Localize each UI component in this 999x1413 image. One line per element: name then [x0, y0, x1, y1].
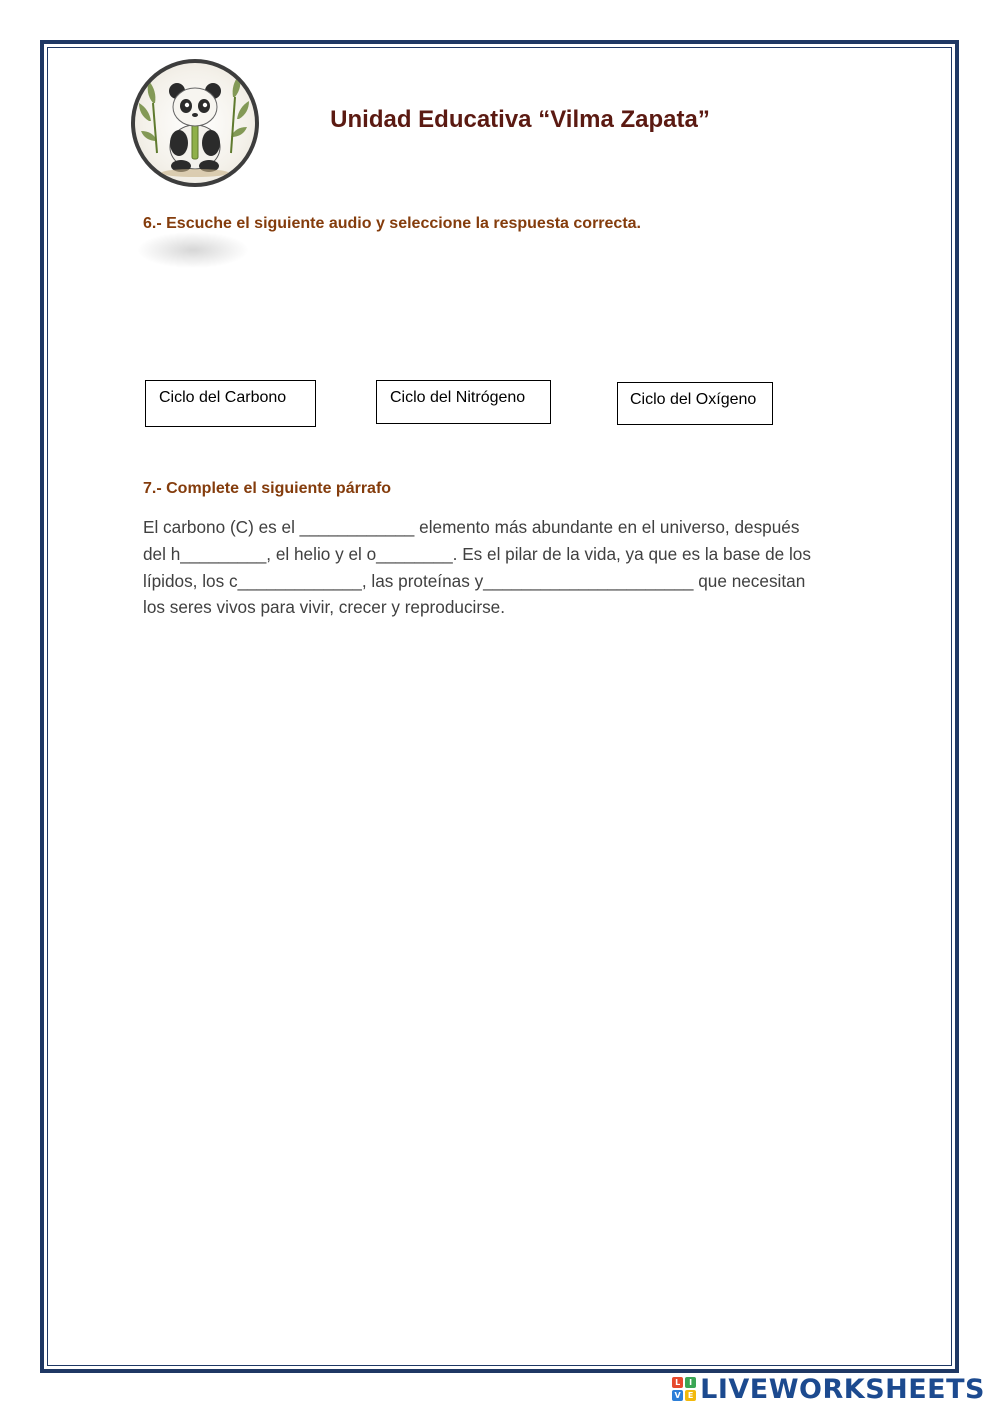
school-title: Unidad Educativa “Vilma Zapata”: [330, 106, 710, 133]
question-7-prompt: 7.- Complete el siguiente párrafo: [143, 480, 392, 497]
liveworksheets-brand: LIVEWORKSHEETS: [700, 1373, 985, 1405]
audio-player-placeholder[interactable]: [138, 232, 248, 268]
option-nitrogeno[interactable]: Ciclo del Nitrógeno: [376, 380, 551, 424]
logo-square: E: [685, 1390, 696, 1401]
liveworksheets-footer: [672, 1373, 985, 1405]
logo-square: V: [672, 1390, 683, 1401]
panda-logo-icon: [135, 63, 255, 183]
school-logo-panda: [131, 59, 259, 187]
paragraph-line: los seres vivos para vivir, crecer y reproducirse.: [143, 597, 506, 618]
option-carbono[interactable]: Ciclo del Carbono: [145, 380, 316, 427]
logo-square: L: [672, 1377, 683, 1388]
paragraph-line: lípidos, los c_____________, las proteínas y______________________ que necesitan: [143, 570, 806, 591]
logo-square: I: [685, 1377, 696, 1388]
paragraph-line: El carbono (C) es el ____________ elemento más abundante en el universo, después: [143, 517, 800, 537]
question-6-prompt: 6.- Escuche el siguiente audio y seleccione la respuesta correcta.: [143, 215, 641, 232]
liveworksheets-logo-icon: [672, 1377, 696, 1401]
paragraph-line: del h_________, el helio y el o________. Es el pilar de la vida, ya que es la base de los: [143, 543, 811, 564]
option-oxigeno[interactable]: Ciclo del Oxígeno: [617, 382, 773, 425]
fill-in-paragraph: [143, 514, 848, 621]
